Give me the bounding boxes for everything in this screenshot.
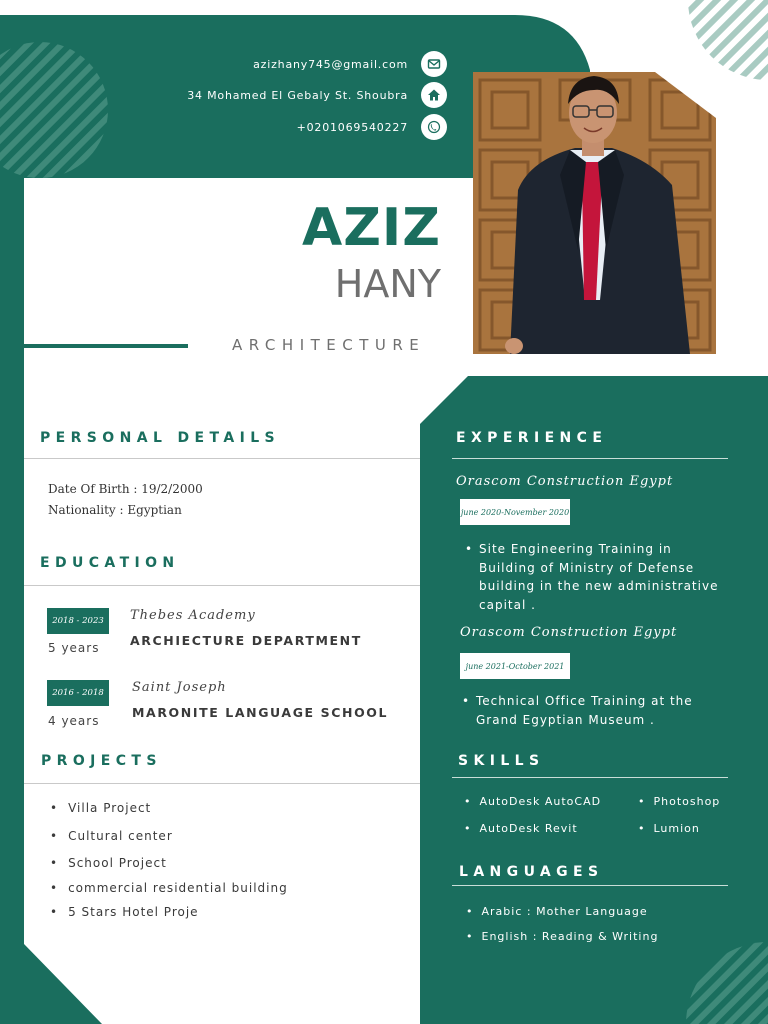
- education-school: Thebes Academy: [130, 608, 256, 623]
- project-item: • Cultural center: [50, 829, 173, 843]
- contact-email[interactable]: azizhany745@gmail.com: [253, 58, 408, 71]
- experience-company: Orascom Construction Egypt: [460, 625, 678, 640]
- divider: [452, 885, 728, 886]
- divider: [24, 585, 420, 586]
- project-item: • Villa Project: [50, 801, 151, 815]
- divider: [452, 777, 728, 778]
- contact-phone[interactable]: +0201069540227: [296, 121, 408, 134]
- project-item: • School Project: [50, 856, 167, 870]
- experience-title: EXPERIENCE: [456, 430, 608, 446]
- skill-item: • AutoDesk AutoCAD: [464, 795, 601, 808]
- education-years: 2016 - 2018: [47, 680, 109, 706]
- contact-address: 34 Mohamed El Gebaly St. Shoubra: [187, 89, 408, 102]
- divider: [24, 783, 420, 784]
- education-duration: 4 years: [48, 714, 100, 728]
- skill-item: • Photoshop: [638, 795, 720, 808]
- nationality: Nationality : Egyptian: [48, 503, 182, 517]
- experience-period: june 2020-November 2020: [460, 499, 570, 525]
- languages-title: LANGUAGES: [459, 864, 604, 880]
- project-item: • commercial residential building: [50, 881, 288, 895]
- experience-period: june 2021-October 2021: [460, 653, 570, 679]
- personal-details-title: PERSONAL DETAILS: [40, 430, 281, 446]
- skill-item: • AutoDesk Revit: [464, 822, 578, 835]
- first-name: AZIZ: [301, 198, 441, 258]
- education-department: ARCHIECTURE DEPARTMENT: [130, 633, 362, 648]
- education-department: MARONITE LANGUAGE SCHOOL: [132, 705, 389, 720]
- experience-item-text: • Technical Office Training at the Grand Egyptian Museum .: [462, 692, 724, 729]
- experience-item-text: • Site Engineering Training in Building of Ministry of Defense building in the new administrative capital .: [465, 540, 727, 614]
- language-item: • English : Reading & Writing: [466, 930, 658, 943]
- skills-title: SKILLS: [458, 753, 545, 769]
- phone-icon[interactable]: [421, 114, 447, 140]
- divider: [452, 458, 728, 459]
- projects-title: PROJECTS: [41, 753, 162, 769]
- education-years: 2018 - 2023: [47, 608, 109, 634]
- education-title: EDUCATION: [40, 555, 180, 571]
- experience-description: [465, 540, 727, 614]
- education-duration: 5 years: [48, 641, 100, 655]
- divider: [24, 458, 420, 459]
- experience-description: [462, 692, 724, 729]
- mail-icon[interactable]: [421, 51, 447, 77]
- project-item: • 5 Stars Hotel Proje: [50, 905, 199, 919]
- experience-company: Orascom Construction Egypt: [456, 474, 674, 489]
- language-item: • Arabic : Mother Language: [466, 905, 648, 918]
- education-school: Saint Joseph: [132, 680, 227, 695]
- home-icon: [421, 82, 447, 108]
- profile-photo: [473, 72, 716, 354]
- last-name: HANY: [334, 262, 441, 306]
- profession: ARCHITECTURE: [232, 336, 426, 354]
- date-of-birth: Date Of Birth : 19/2/2000: [48, 482, 203, 496]
- accent-line: [24, 344, 188, 348]
- skill-item: • Lumion: [638, 822, 700, 835]
